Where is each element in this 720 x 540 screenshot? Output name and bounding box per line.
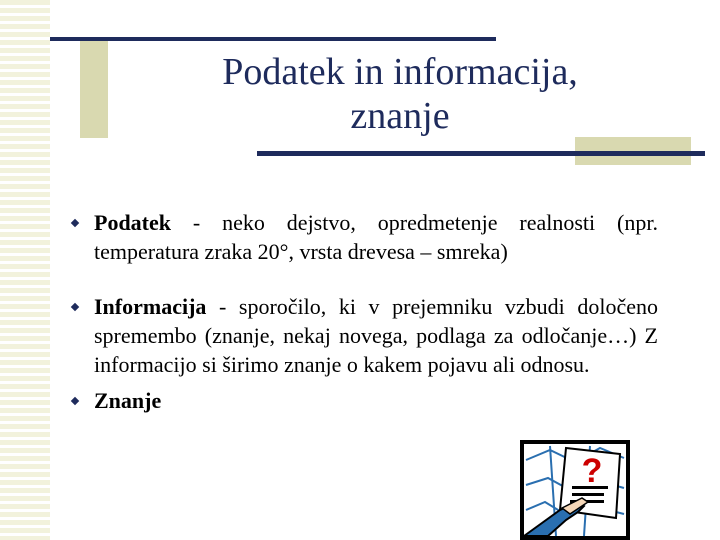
bullet-list bbox=[70, 208, 658, 415]
title-line-2: znanje bbox=[350, 95, 450, 137]
bullet-term: Informacija bbox=[94, 294, 207, 319]
left-stripe-decoration bbox=[0, 0, 50, 540]
bullet-term: Podatek bbox=[94, 210, 171, 235]
slide-title bbox=[160, 50, 640, 138]
bullet-diamond-icon bbox=[71, 219, 79, 227]
title-rule-top bbox=[50, 37, 496, 41]
title-rule-bottom bbox=[257, 151, 705, 156]
question-mark: ? bbox=[581, 452, 603, 490]
bullet-term: Znanje bbox=[94, 388, 162, 413]
bullet-text: - sporočilo, ki v prejemniku vzbudi določeno spremembo (znanje, nekaj novega, podlaga za odločanje…) Z informacijo si širimo znanje o kakem pojavu ali odnosu. bbox=[94, 294, 658, 377]
title-line-1: Podatek in informacija, bbox=[222, 51, 578, 93]
bullet-podatek bbox=[70, 208, 658, 266]
bullet-diamond-icon bbox=[71, 397, 79, 405]
bullet-text: - neko dejstvo, opredmetenje realnosti (npr. temperatura zraka 20°, vrsta drevesa – smreka) bbox=[94, 210, 658, 264]
bullet-znanje bbox=[70, 386, 658, 415]
decor-block-top bbox=[80, 38, 108, 138]
bullet-diamond-icon bbox=[71, 303, 79, 311]
question-document-icon bbox=[520, 440, 630, 540]
bullet-informacija bbox=[70, 292, 658, 379]
